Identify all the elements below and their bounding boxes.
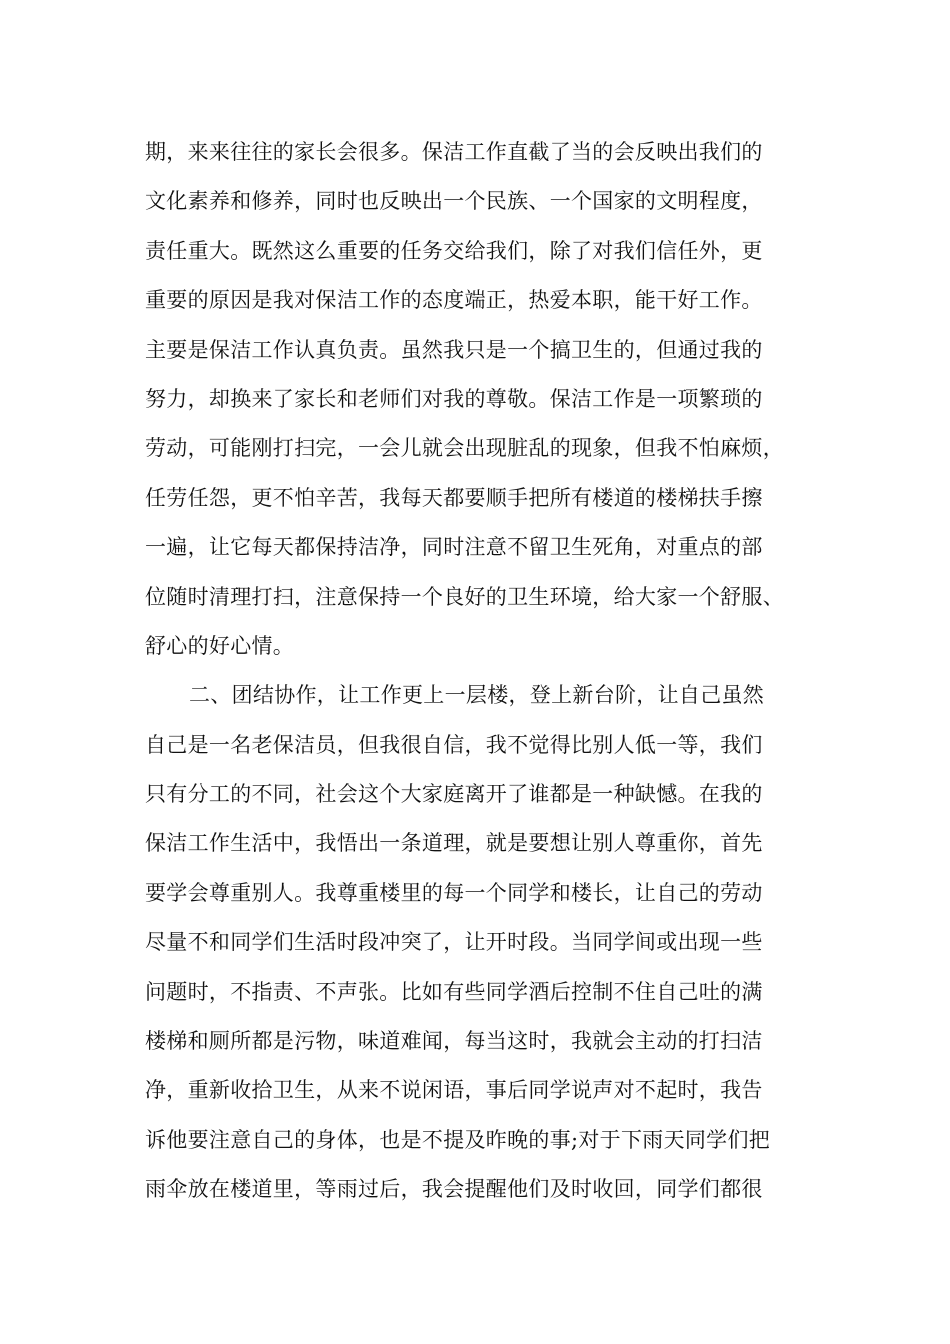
- text-line: 楼梯和厕所都是污物，味道难闻，每当这时，我就会主动的打扫洁: [145, 1029, 763, 1054]
- section-heading-line: 二、团结协作，让工作更上一层楼，登上新台阶，让自己虽然: [189, 683, 765, 708]
- text-line: 保洁工作生活中，我悟出一条道理，就是要想让别人尊重你，首先: [145, 831, 763, 856]
- text-line: 任劳任怨，更不怕辛苦，我每天都要顺手把所有楼道的楼梯扶手擦: [145, 485, 763, 510]
- text-line: 诉他要注意自己的身体，也是不提及昨晚的事;对于下雨天同学们把: [145, 1127, 771, 1152]
- text-line: 只有分工的不同，社会这个大家庭离开了谁都是一种缺憾。在我的: [145, 782, 763, 807]
- text-line: 自己是一名老保洁员，但我很自信，我不觉得比别人低一等，我们: [145, 732, 763, 757]
- text-line: 主要是保洁工作认真负责。虽然我只是一个搞卫生的，但通过我的: [145, 337, 763, 362]
- text-line: 要学会尊重别人。我尊重楼里的每一个同学和楼长，让自己的劳动: [145, 880, 763, 905]
- text-line: 尽量不和同学们生活时段冲突了，让开时段。当同学间或出现一些: [145, 930, 763, 955]
- text-line: 文化素养和修养，同时也反映出一个民族、一个国家的文明程度，: [145, 189, 763, 214]
- text-line: 一遍，让它每天都保持洁净，同时注意不留卫生死角，对重点的部: [145, 535, 763, 560]
- text-line: 努力，却换来了家长和老师们对我的尊敬。保洁工作是一项繁琐的: [145, 386, 763, 411]
- text-line: 期，来来往往的家长会很多。保洁工作直截了当的会反映出我们的: [145, 140, 763, 164]
- text-line: 责任重大。既然这么重要的任务交给我们，除了对我们信任外，更: [145, 238, 763, 263]
- text-line: 雨伞放在楼道里，等雨过后，我会提醒他们及时收回，同学们都很: [145, 1177, 763, 1202]
- text-line: 舒心的好心情。: [145, 633, 295, 658]
- text-line: 劳动，可能刚打扫完，一会儿就会出现脏乱的现象，但我不怕麻烦，: [145, 436, 784, 461]
- text-line: 位随时清理打扫，注意保持一个良好的卫生环境，给大家一个舒服、: [145, 584, 784, 609]
- text-line: 重要的原因是我对保洁工作的态度端正，热爱本职，能干好工作。: [145, 288, 763, 313]
- text-line: 问题时，不指责、不声张。比如有些同学酒后控制不住自己吐的满: [145, 979, 763, 1004]
- text-line: 净，重新收拾卫生，从来不说闲语，事后同学说声对不起时，我告: [145, 1078, 763, 1103]
- body-text: [145, 128, 825, 1215]
